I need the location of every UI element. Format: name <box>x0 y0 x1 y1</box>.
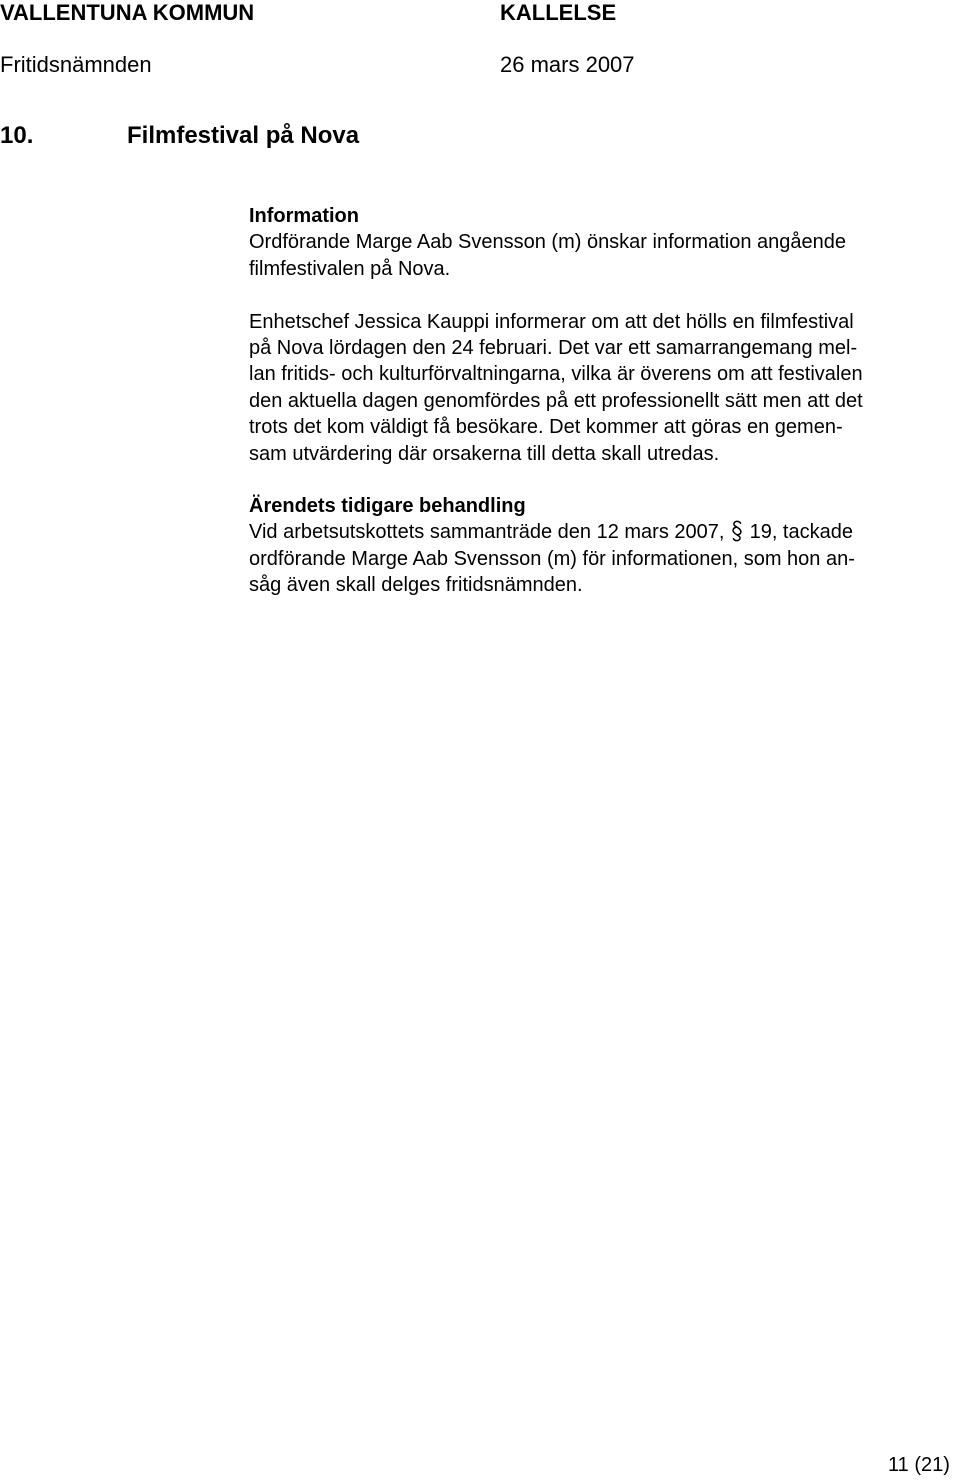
section-sign-icon <box>730 520 744 542</box>
page-number: 11 (21) <box>888 1454 950 1476</box>
item-number: 10. <box>0 122 34 149</box>
information-heading: Information <box>249 205 359 227</box>
history-line-1-start: Vid arbetsutskottets sammanträde den 12 mars 2007, <box>249 521 731 544</box>
history-section <box>249 493 957 599</box>
board-name: Fritidsnämnden <box>0 52 152 77</box>
meeting-date: 26 mars 2007 <box>500 52 635 77</box>
information-paragraph-1-line: filmfestivalen på Nova. <box>249 257 451 280</box>
history-line-1 <box>249 519 957 545</box>
information-paragraph-2-line: sam utvärdering där orsakerna till detta skall utredas. <box>249 442 720 465</box>
history-line: ordförande Marge Aab Svensson (m) för informationen, som hon an- <box>249 547 855 570</box>
information-paragraph-2-line: den aktuella dagen genomfördes på ett professionellt sätt men att det <box>249 389 863 412</box>
history-line-1-end: 19, tackade <box>744 521 853 544</box>
history-heading: Ärendets tidigare behandling <box>249 495 526 517</box>
information-paragraph-2-line: Enhetschef Jessica Kauppi informerar om att det hölls en filmfestival <box>249 310 854 333</box>
information-paragraph-1-line: Ordförande Marge Aab Svensson (m) önskar information angående <box>249 231 847 254</box>
information-paragraph-2-line: trots det kom väldigt få besökare. Det kommer att göras en gemen- <box>249 416 843 439</box>
history-line: såg även skall delges fritidsnämnden. <box>249 574 583 597</box>
document-type: KALLELSE <box>500 0 617 25</box>
organization-name: VALLENTUNA KOMMUN <box>0 0 255 25</box>
information-paragraph-2-line: på Nova lördagen den 24 februari. Det var ett samarrangemang mel- <box>249 336 858 359</box>
item-title: Filmfestival på Nova <box>127 122 360 149</box>
information-paragraph-2-line: lan fritids- och kulturförvaltningarna, vilka är överens om att festivalen <box>249 363 863 386</box>
information-section <box>249 203 957 467</box>
